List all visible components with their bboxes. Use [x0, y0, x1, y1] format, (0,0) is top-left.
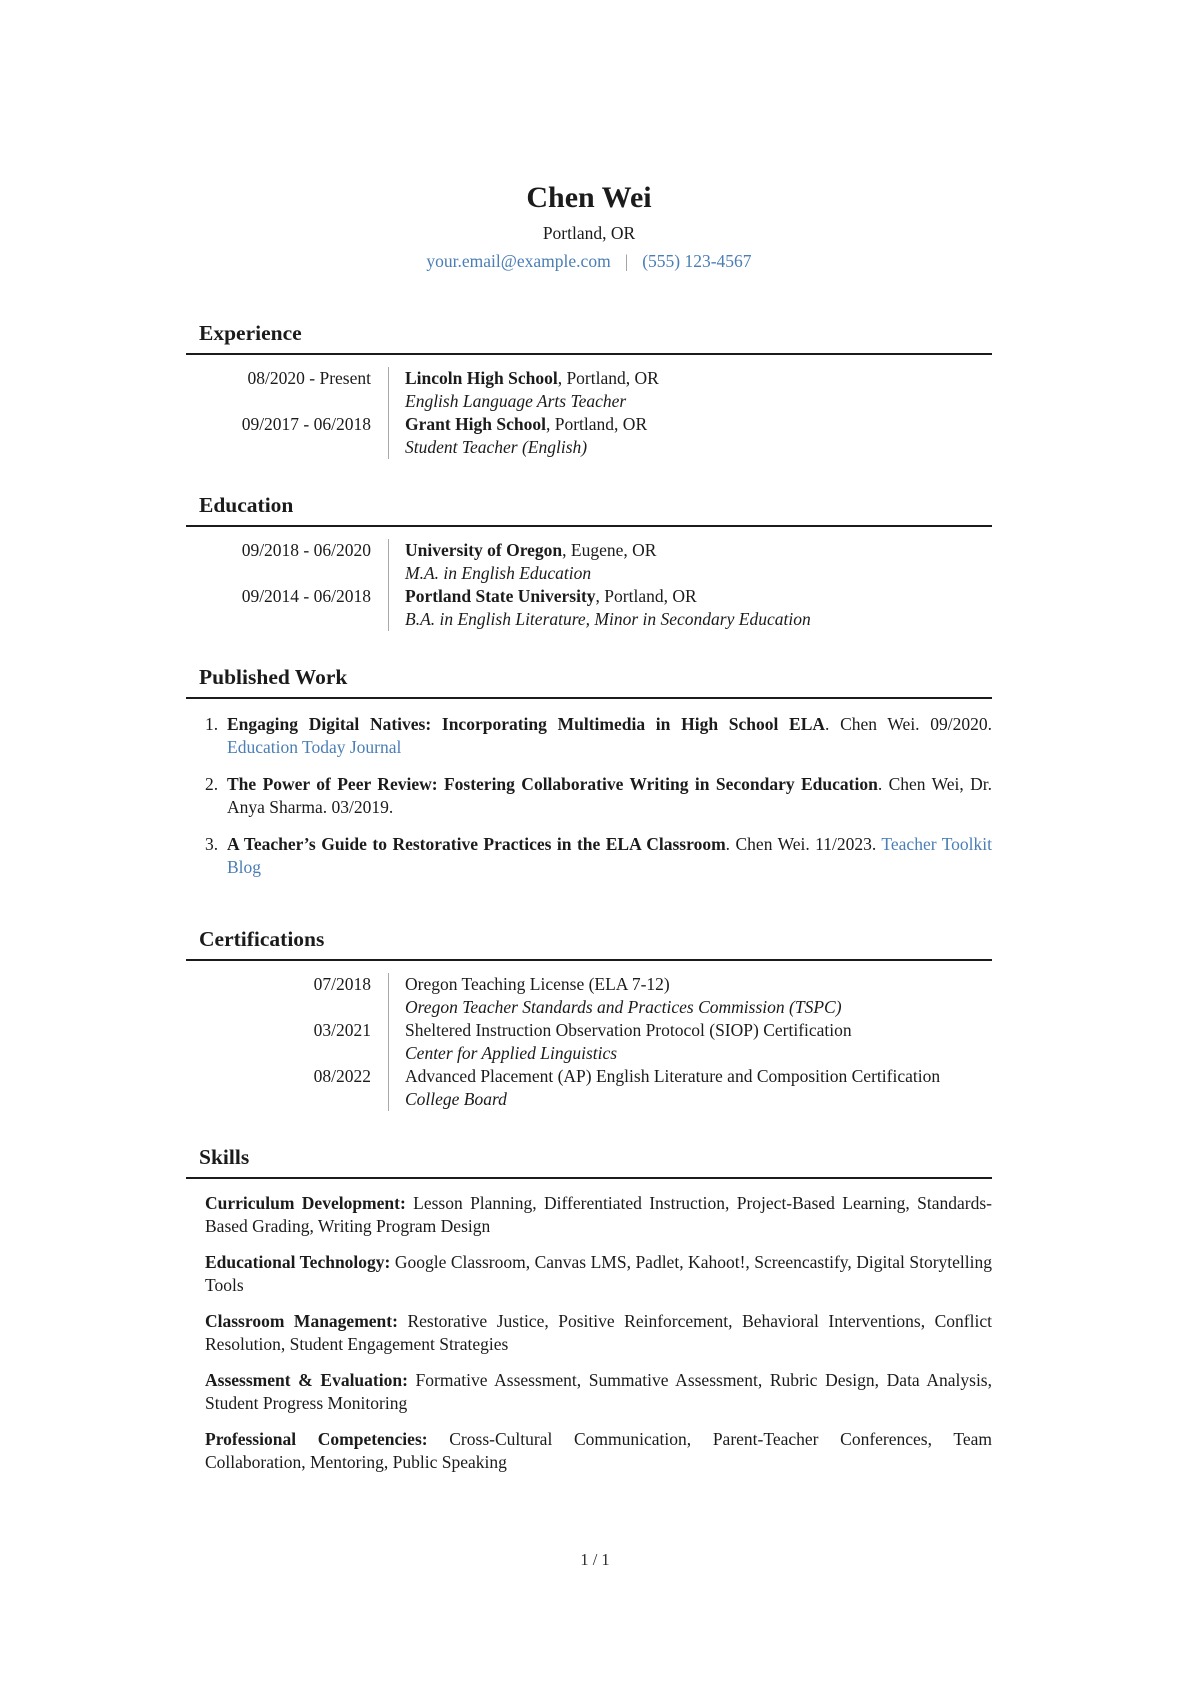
- section-title-skills: Skills: [199, 1145, 250, 1169]
- skill-label: Professional Competencies:: [205, 1429, 428, 1449]
- skill-label: Classroom Management:: [205, 1311, 398, 1331]
- resume-header: [186, 0, 992, 273]
- publication-link[interactable]: Education Today Journal: [227, 737, 402, 757]
- entry-title: [405, 367, 992, 390]
- section-published-work: [186, 664, 992, 879]
- publication-item: [186, 773, 992, 819]
- publication-list: [186, 713, 992, 879]
- email-link[interactable]: your.email@example.com: [426, 251, 611, 271]
- entry-body: [388, 585, 992, 631]
- entry-dates: 08/2022: [313, 1066, 371, 1086]
- publication-link[interactable]: Teacher Toolkit Blog: [227, 834, 992, 877]
- education-timeline: [186, 539, 992, 631]
- publication-title: Engaging Digital Natives: Incorporating Multimedia in High School ELA: [227, 714, 826, 734]
- candidate-name: Chen Wei: [526, 181, 652, 214]
- phone-link[interactable]: (555) 123-4567: [642, 251, 752, 271]
- entry-degree: B.A. in English Literature, Minor in Secondary Education: [405, 609, 811, 629]
- section-rule: [186, 1177, 992, 1179]
- section-rule: [186, 959, 992, 961]
- skill-group: [186, 1369, 992, 1415]
- contact-line: [186, 250, 992, 273]
- skill-text: Cross-Cultural Communication, Parent-Teacher Conferences, Team Collaboration, Mentoring, Public Speaking: [205, 1429, 992, 1472]
- publication-title: A Teacher’s Guide to Restorative Practices in the ELA Classroom: [227, 834, 726, 854]
- section-skills: [186, 1144, 992, 1474]
- skill-text: Lesson Planning, Differentiated Instruction, Project-Based Learning, Standards-Based Grading, Writing Program Design: [205, 1193, 992, 1236]
- publication-text: [220, 833, 992, 879]
- experience-timeline: [186, 367, 992, 459]
- publication-text: [220, 773, 992, 819]
- publication-number: 1.: [205, 714, 219, 734]
- certification-name: Advanced Placement (AP) English Literature and Composition Certification: [405, 1066, 941, 1086]
- entry-dates: 03/2021: [313, 1020, 371, 1040]
- skill-group: [186, 1251, 992, 1297]
- entry-role: English Language Arts Teacher: [405, 391, 627, 411]
- entry-role: Student Teacher (English): [405, 437, 588, 457]
- contact-separator: |: [624, 251, 629, 271]
- education-entry: [186, 585, 992, 631]
- section-education: [186, 492, 992, 631]
- entry-title: [405, 539, 992, 562]
- publication-number: 2.: [205, 774, 219, 794]
- entry-school: University of Oregon: [405, 540, 563, 560]
- certification-entry: [186, 1065, 992, 1111]
- entry-dates: 09/2017 - 06/2018: [241, 414, 371, 434]
- publication-meta: . Chen Wei, Dr. Anya Sharma. 03/2019.: [227, 774, 992, 817]
- skill-group: [186, 1192, 992, 1238]
- entry-degree: M.A. in English Education: [405, 563, 592, 583]
- publication-title: The Power of Peer Review: Fostering Collaborative Writing in Secondary Education: [227, 774, 878, 794]
- entry-dates: 09/2018 - 06/2020: [241, 540, 371, 560]
- publication-item: [186, 833, 992, 879]
- certifications-timeline: [186, 973, 992, 1111]
- entry-school: Portland State University: [405, 586, 596, 606]
- experience-entry: [186, 413, 992, 459]
- candidate-location: Portland, OR: [542, 223, 636, 243]
- skill-group: [186, 1310, 992, 1356]
- skills-list: [186, 1192, 992, 1474]
- entry-title: [405, 585, 992, 608]
- skill-label: Assessment & Evaluation:: [205, 1370, 408, 1390]
- publication-text: [220, 713, 992, 759]
- section-title-published-work: Published Work: [199, 665, 348, 689]
- skill-label: Curriculum Development:: [205, 1193, 406, 1213]
- publication-meta: . Chen Wei. 09/2020.: [825, 714, 992, 734]
- entry-body: [388, 367, 992, 413]
- section-rule: [186, 525, 992, 527]
- entry-body: [388, 413, 992, 459]
- entry-school-location: , Eugene, OR: [562, 540, 657, 560]
- entry-school-location: , Portland, OR: [595, 586, 697, 606]
- entry-dates: 09/2014 - 06/2018: [241, 586, 371, 606]
- education-entry: [186, 539, 992, 585]
- skill-label: Educational Technology:: [205, 1252, 391, 1272]
- certification-issuer: Oregon Teacher Standards and Practices Commission (TSPC): [405, 997, 842, 1017]
- section-certifications: [186, 926, 992, 1111]
- skill-group: [186, 1428, 992, 1474]
- entry-org: Grant High School: [405, 414, 546, 434]
- entry-body: [388, 1019, 992, 1065]
- experience-entry: [186, 367, 992, 413]
- section-title-certifications: Certifications: [199, 927, 325, 951]
- entry-body: [388, 539, 992, 585]
- certification-entry: [186, 1019, 992, 1065]
- section-experience: [186, 320, 992, 459]
- section-rule: [186, 697, 992, 699]
- publication-item: [186, 713, 992, 759]
- publication-meta: . Chen Wei. 11/2023.: [725, 834, 882, 854]
- certification-issuer: Center for Applied Linguistics: [405, 1043, 618, 1063]
- page-number: 1 / 1: [580, 1550, 610, 1569]
- section-title-experience: Experience: [199, 321, 302, 345]
- entry-org-location: , Portland, OR: [546, 414, 648, 434]
- section-rule: [186, 353, 992, 355]
- certification-entry: [186, 973, 992, 1019]
- skill-text: Formative Assessment, Summative Assessment, Rubric Design, Data Analysis, Student Progress Monitoring: [205, 1370, 992, 1413]
- certification-issuer: College Board: [405, 1089, 507, 1109]
- resume-content: [186, 0, 992, 1474]
- entry-body: [388, 973, 992, 1019]
- entry-dates: 08/2020 - Present: [247, 368, 371, 388]
- entry-body: [388, 1065, 992, 1111]
- publication-number: 3.: [205, 834, 219, 854]
- skill-text: Google Classroom, Canvas LMS, Padlet, Kahoot!, Screencastify, Digital Storytelling Tools: [205, 1252, 992, 1295]
- certification-name: Sheltered Instruction Observation Protocol (SIOP) Certification: [405, 1020, 852, 1040]
- certification-name: Oregon Teaching License (ELA 7-12): [405, 974, 670, 994]
- entry-dates: 07/2018: [313, 974, 371, 994]
- section-title-education: Education: [199, 493, 294, 517]
- entry-org-location: , Portland, OR: [557, 368, 659, 388]
- skill-text: Restorative Justice, Positive Reinforcement, Behavioral Interventions, Conflict Resolution, Student Engagement Strategies: [205, 1311, 992, 1354]
- entry-org: Lincoln High School: [405, 368, 558, 388]
- entry-title: [405, 413, 992, 436]
